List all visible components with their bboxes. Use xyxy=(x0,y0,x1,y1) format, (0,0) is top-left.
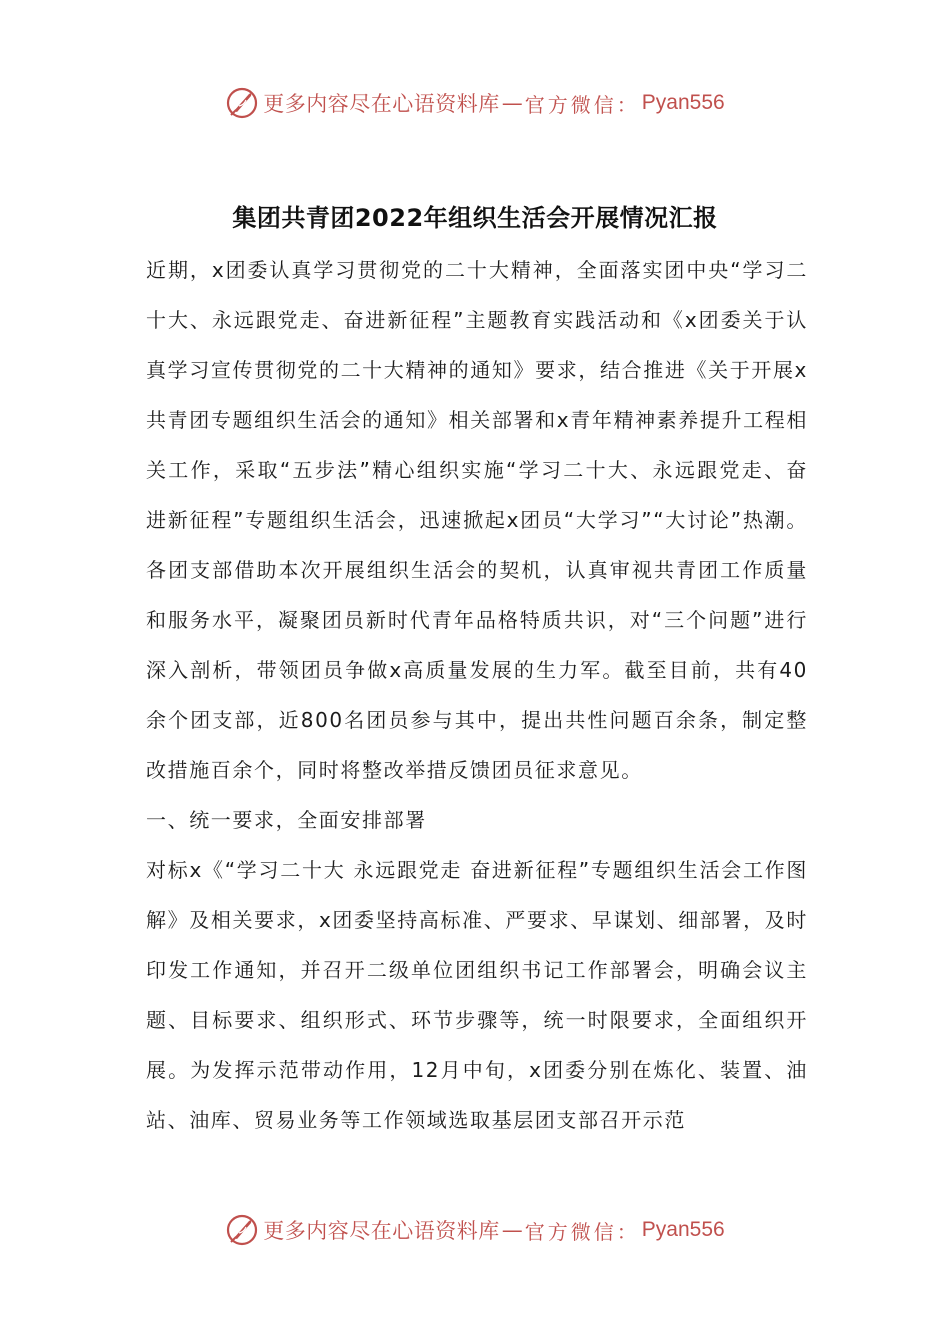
document-title: 集团共青团2022年组织生活会开展情况汇报 xyxy=(232,204,718,232)
banner-wechat-label: 官方微信： xyxy=(524,92,640,117)
banner-brand-text: 更多内容尽在心语资料库 xyxy=(263,92,500,116)
paragraph-section-1: 对标x《“学习二十大 永远跟党走 奋进新征程”专题组织生活会工作图解》及相关要求，x团委坚持高标准、严要求、早谋划、细部署，及时印发工作通知，并召开二级单位团组织书记工作部署会，明确会议主题、目标要求、组织形式、环节步骤等，统一时限要求，全面组织开展。为发挥示范带动作用，12月中旬，x团委分别在炼化、装置、油站、油库、贸易业务等工作领域选取基层团支部召开示范 xyxy=(146,858,808,1132)
quill-logo-icon xyxy=(225,86,259,120)
banner-wechat-id: Pyan556 xyxy=(641,91,725,114)
banner-brand-text: 更多内容尽在心语资料库 xyxy=(263,1219,500,1243)
header-watermark-banner xyxy=(0,83,950,123)
footer-watermark-banner xyxy=(0,1210,950,1250)
document-body xyxy=(146,245,808,1145)
banner-wechat-id: Pyan556 xyxy=(641,1218,725,1241)
banner-wechat-label: 官方微信： xyxy=(524,1219,640,1244)
quill-logo-icon xyxy=(225,1213,259,1247)
banner-dash: — xyxy=(501,91,523,115)
banner-dash: — xyxy=(501,1218,523,1242)
section-heading-1: 一、统一要求，全面安排部署 xyxy=(146,808,427,832)
paragraph-intro: 近期，x团委认真学习贯彻党的二十大精神，全面落实团中央“学习二十大、永远跟党走、奋进新征程”主题教育实践活动和《x团委关于认真学习宣传贯彻党的二十大精神的通知》要求，结合推进《关于开展x共青团专题组织生活会的通知》相关部署和x青年精神素养提升工程相关工作，采取“五步法”精心组织实施“学习二十大、永远跟党走、奋进新征程”专题组织生活会，迅速掀起x团员“大学习”“大讨论”热潮。各团支部借助本次开展组织生活会的契机，认真审视共青团工作质量和服务水平，凝聚团员新时代青年品格特质共识，对“三个问题”进行深入剖析，带领团员争做x高质量发展的生力军。截至目前，共有40余个团支部，近800名团员参与其中，提出共性问题百余条，制定整改措施百余个，同时将整改举措反馈团员征求意见。 xyxy=(146,258,808,782)
